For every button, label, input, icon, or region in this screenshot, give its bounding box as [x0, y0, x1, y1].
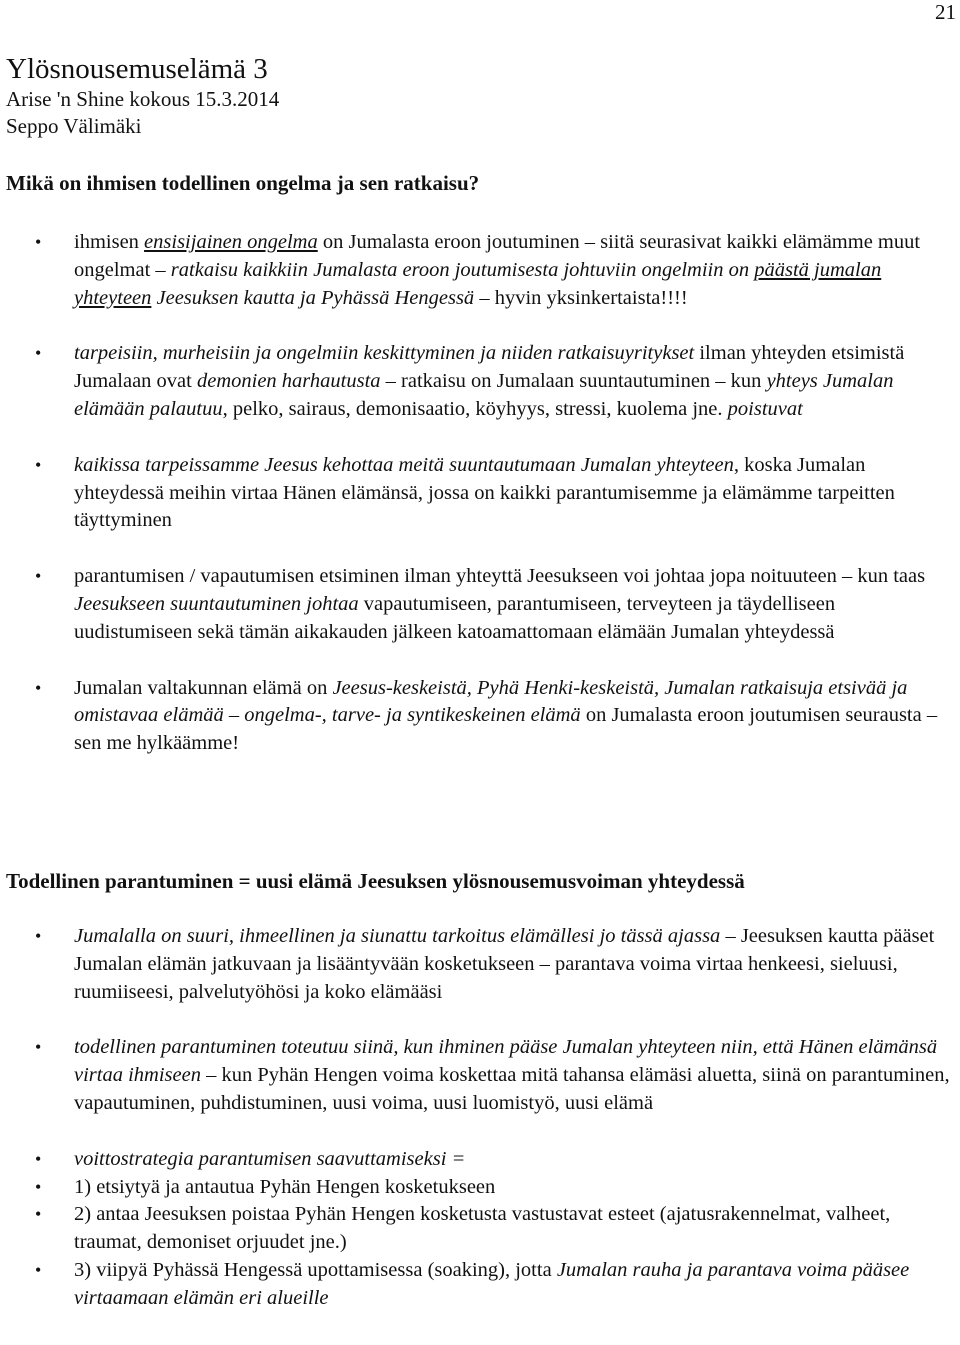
list-item: • kaikissa tarpeissamme Jeesus kehottaa meitä suuntautumaan Jumalan yhteyteen, koska Jumalan yhteydessä meihin virtaa Hänen elämänsä, jossa on kaikki parantumisemme ja elämämme tarpeitten täyttyminen — [35, 453, 895, 532]
bullet-icon: • — [35, 454, 42, 475]
bullet-icon: • — [35, 1148, 42, 1169]
bullet-icon: • — [35, 1037, 42, 1058]
section-heading-problem: Mikä on ihmisen todellinen ongelma ja sen ratkaisu? — [6, 171, 480, 195]
bullet-icon: • — [35, 232, 42, 252]
bullet-icon: • — [35, 1176, 42, 1197]
page-number: 21 — [935, 0, 956, 24]
list-item: • parantumisen / vapautumisen etsiminen ilman yhteyttä Jeesukseen voi johtaa jopa noituuteen – kun taas Jeesukseen suuntautuminen johtaa vapautumiseen, parantumiseen, terveyteen ja täydelliseen uudistumiseen sekä tämän aikakauden jälkeen katoamattomaan elämään Jumalan yhteydessä — [35, 565, 926, 643]
bullet-icon: • — [35, 566, 42, 587]
list-item: • todellinen parantuminen toteutuu siinä, kun ihminen pääse Jumalan yhteyteen niin, että Hänen elämänsä virtaa ihmiseen – kun Pyhän Hengen voima koskettaa mitä tahansa elämäsi aluetta, siinä on parantuminen, vapautuminen, puhdistuminen, uusi voima, uusi luomistyö, uusi elämä — [35, 1036, 950, 1114]
list-item: • ihmisen ensisijainen ongelma on Jumalasta eroon joutuminen – siitä seurasivat kaikki elämämme muut ongelmat – ratkaisu kaikkiin Jumalasta eroon joutumisesta johtuviin ongelmiin on päästä jumalan yhteyteen Jeesuksen kautta ja Pyhässä Hengessä – hyvin yksinkertaista!!!! — [35, 231, 921, 309]
bullet-icon: • — [35, 677, 42, 698]
list-item: • Jumalalla on suuri, ihmeellinen ja siunattu tarkoitus elämällesi jo tässä ajassa – Jeesuksen kautta pääset Jumalan elämän jatkuvaan ja lisääntyvään kosketukseen – parantava voima virtaa henkeesi, sieluusi, ruumiiseesi, palvelutyöhösi ja koko elämääsi — [35, 925, 935, 1003]
list-item: • tarpeisiin, murheisiin ja ongelmiin keskittyminen ja niiden ratkaisuyritykset ilman yhteyden etsimistä Jumalaan ovat demonien harhautusta – ratkaisu on Jumalaan suuntautuminen – kun yhteys Jumalan elämään palautuu, pelko, sairaus, demonisaatio, köyhyys, stressi, kuolema jne. poistuvat — [35, 342, 905, 420]
list-item: • 2) antaa Jeesuksen poistaa Pyhän Hengen kosketusta vastustavat esteet (ajatusrakennelmat, valheet, traumat, demoniset orjuudet jne.) — [35, 1203, 891, 1254]
bullet-icon: • — [35, 1204, 42, 1225]
healing-bullet-list — [0, 923, 960, 1313]
bullet-icon: • — [35, 343, 42, 364]
bullet-icon: • — [35, 1259, 42, 1280]
author-line: Seppo Välimäki — [6, 114, 142, 138]
list-item: • Jumalan valtakunnan elämä on Jeesus-keskeistä, Pyhä Henki-keskeistä, Jumalan ratkaisuja etsivää ja omistavaa elämää – ongelma-, tarve- ja syntikeskeinen elämä on Jumalasta eroon joutumisen seurausta – sen me hylkäämme! — [35, 676, 938, 755]
list-item: • voittostrategia parantumisen saavuttamiseksi = — [0, 1146, 960, 1174]
event-line: Arise 'n Shine kokous 15.3.2014 — [6, 87, 280, 111]
problem-bullet-list — [0, 229, 960, 758]
document-title: Ylösnousemuselämä 3 — [6, 53, 268, 85]
section-heading-healing: Todellinen parantuminen = uusi elämä Jeesuksen ylösnousemusvoiman yhteydessä — [6, 869, 745, 893]
bullet-icon: • — [35, 926, 42, 946]
list-item: • 3) viipyä Pyhässä Hengessä upottamisessa (soaking), jotta Jumalan rauha ja parantava voima pääsee virtaamaan elämän eri alueille — [35, 1258, 910, 1309]
list-item: • 1) etsiytyä ja antautua Pyhän Hengen kosketukseen — [0, 1174, 960, 1202]
document-header — [6, 52, 279, 140]
